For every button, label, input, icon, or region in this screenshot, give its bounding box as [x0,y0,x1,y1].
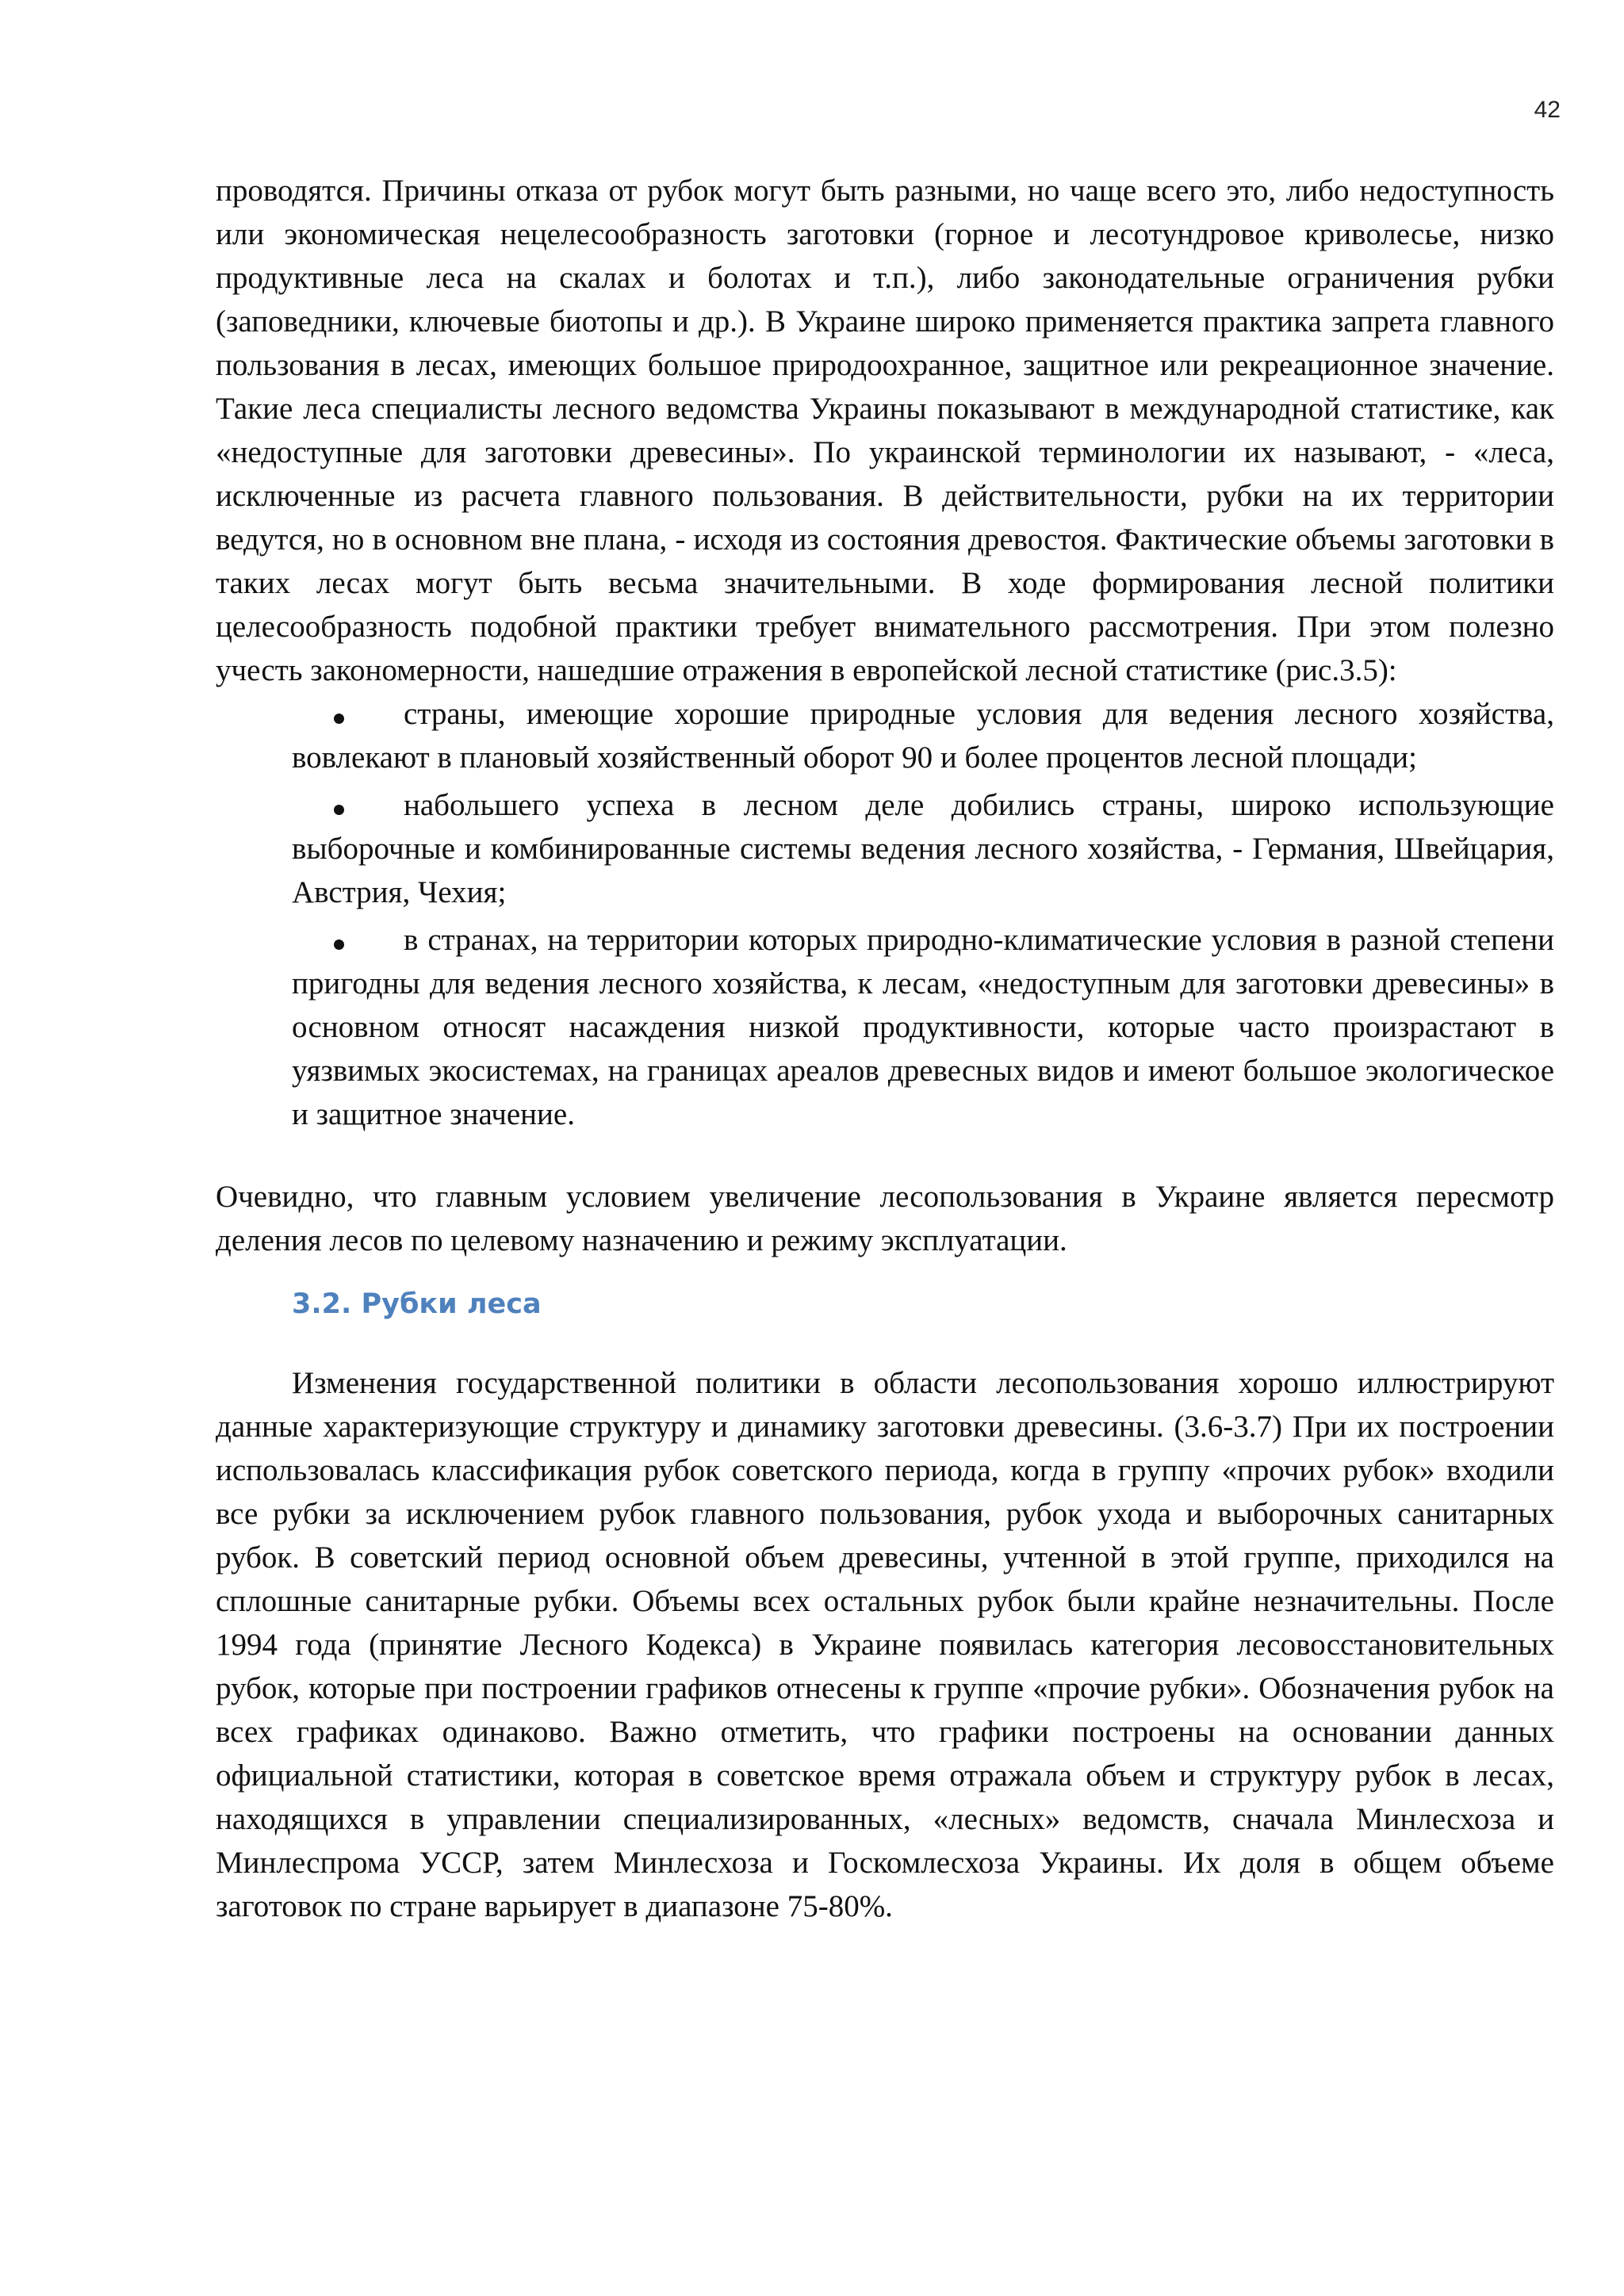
paragraph-intro: проводятся. Причины отказа от рубок могут быть разными, но чаще всего это, либо недоступность или экономическая нецелесообразность заготовки (горное и лесотундровое криволесье, низко продуктивные леса на скалах и болотах и т.п.), либо законодательные ограничения рубки (заповедники, ключевые биотопы и др.). В Украине широко применяется практика запрета главного пользования в лесах, имеющих большое природоохранное, защитное или рекреационное значение. Такие леса специалисты лесного ведомства Украины показывают в международной статистике, как «недоступные для заготовки древесины». По украинской терминологии их называют, - «леса, исключенные из расчета главного пользования. В действительности, рубки на их территории ведутся, но в основном вне плана, - исходя из состояния древостоя. Фактические объемы заготовки в таких лесах могут быть весьма значительными. В ходе формирования лесной политики целесообразность подобной практики требует внимательного рассмотрения. При этом полезно учесть закономерности, нашедшие отражения в европейской лесной статистике (рис.3.5): [216,174,1554,687]
bullet-text: набольшего успеха в лесном деле добились страны, широко использующие выборочные и комбинированные системы ведения лесного хозяйства, - Германия, Швейцария, Австрия, Чехия; [292,788,1554,909]
bullet-text: страны, имеющие хорошие природные условия для ведения лесного хозяйства, вовлекают в плановый хозяйственный оборот 90 и более процентов лесной площади; [292,697,1554,775]
bullet-icon [334,805,344,815]
bullet-icon [334,714,344,724]
bullet-item [292,692,1554,779]
paragraph-conclusion: Очевидно, что главным условием увеличение лесопользования в Украине является пересмотр деления лесов по целевому назначению и режиму эксплуатации. [216,1180,1554,1257]
page-number: 42 [1534,97,1561,123]
bullet-list [216,692,1554,1136]
bullet-icon [334,939,344,950]
bullet-item [292,918,1554,1136]
paragraph-section: Изменения государственной политики в области лесопользования хорошо иллюстрируют данные характеризующие структуру и динамику заготовки древесины. (3.6-3.7) При их построении использовалась классификация рубок советского периода, когда в группу «прочих рубок» входили все рубки за исключением рубок главного пользования, рубок ухода и выборочных санитарных рубок. В советский период основной объем древесины, учтенной в этой группе, приходился на сплошные санитарные рубки. Объемы всех остальных рубок были крайне незначительны. После 1994 года (принятие Лесного Кодекса) в Украине появилась категория лесовосстановительных рубок, которые при построении графиков отнесены к группе «прочие рубки». Обозначения рубок на всех графиках одинаково. Важно отметить, что графики построены на основании данных официальной статистики, которая в советское время отражала объем и структуру рубок в лесах, находящихся в управлении специализированных, «лесных» ведомств, сначала Минлесхоза и Минлеспрома УССР, затем Минлесхоза и Госкомлесхоза Украины. Их доля в общем объеме заготовок по стране варьирует в диапазоне 75-80%. [216,1366,1554,1923]
body-text [216,169,1554,1928]
spacer [216,1136,1554,1175]
section-heading: 3.2. Рубки леса [292,1288,542,1320]
bullet-item [292,783,1554,914]
bullet-text: в странах, на территории которых природно-климатические условия в разной степени пригодны для ведения лесного хозяйства, к лесам, «недоступным для заготовки древесины» в основном относят насаждения низкой продуктивности, которые часто произрастают в уязвимых экосистемах, на границах ареалов древесных видов и имеют большое экологическое и защитное значение. [292,923,1554,1131]
